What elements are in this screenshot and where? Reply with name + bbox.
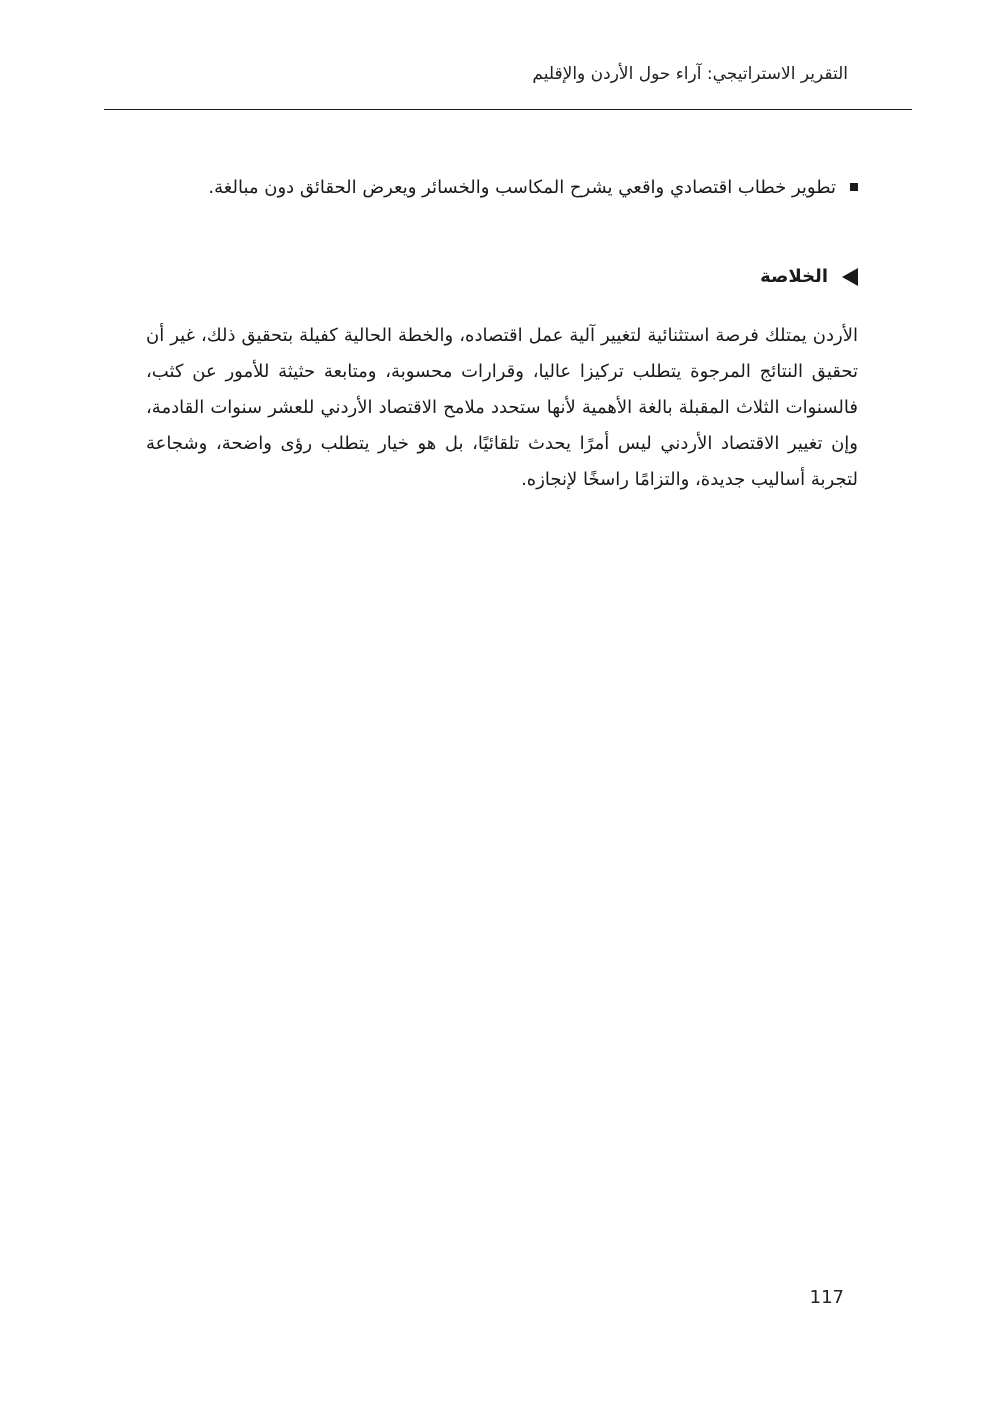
header-divider xyxy=(104,109,912,110)
bullet-text: تطوير خطاب اقتصادي واقعي يشرح المكاسب والخسائر ويعرض الحقائق دون مبالغة. xyxy=(208,177,836,198)
square-bullet-icon xyxy=(850,183,858,191)
bullet-list xyxy=(146,170,858,206)
page-number: 117 xyxy=(809,1287,844,1308)
list-item xyxy=(146,170,858,206)
triangle-left-icon xyxy=(842,268,858,286)
section-heading-text: الخلاصة xyxy=(760,266,828,287)
section-heading xyxy=(760,262,858,292)
summary-paragraph: الأردن يمتلك فرصة استثنائية لتغيير آلية عمل اقتصاده، والخطة الحالية كفيلة بتحقيق ذلك، غير أن تحقيق النتائج المرجوة يتطلب تركيزا عاليا، وقرارات محسوبة، ومتابعة حثيثة للأمور عن كثب، فالسنوات الثلاث المقبلة بالغة الأهمية لأنها ستحدد ملامح الاقتصاد الأردني للعشر سنوات القادمة، وإن تغيير الاقتصاد الأردني ليس أمرًا يحدث تلقائيًا، بل هو خيار يتطلب رؤى واضحة، وشجاعة لتجربة أساليب جديدة، والتزامًا راسخًا لإنجازه. xyxy=(146,325,858,490)
running-header-title: التقرير الاستراتيجي: آراء حول الأردن والإقليم xyxy=(532,64,848,84)
